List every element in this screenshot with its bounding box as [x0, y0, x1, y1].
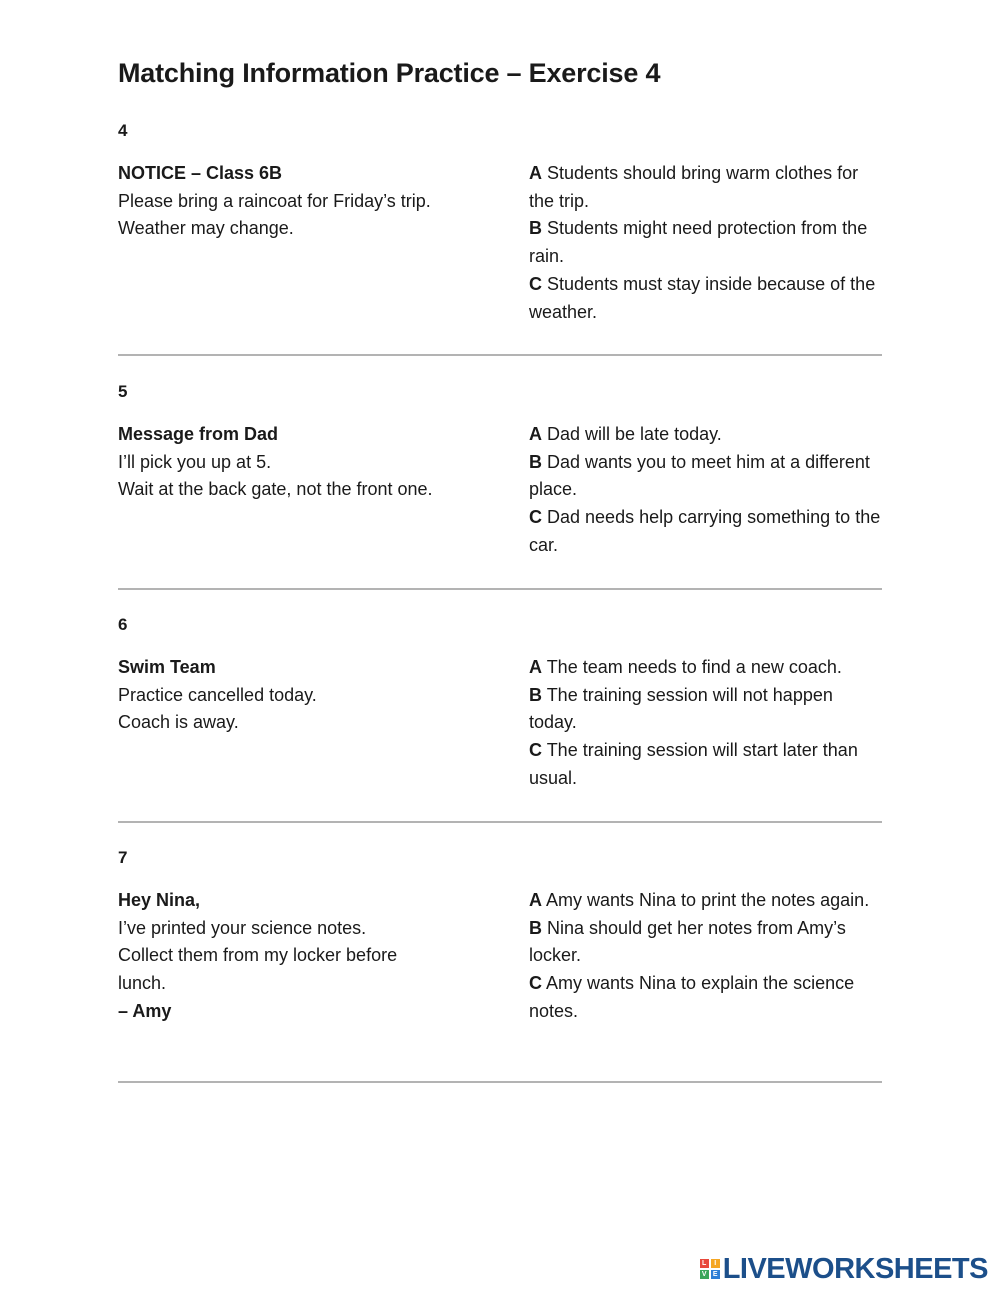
question-number: 7: [118, 848, 128, 867]
option-b[interactable]: [529, 215, 882, 270]
question-block: [118, 120, 882, 326]
message-line: Wait at the back gate, not the front one.: [118, 479, 433, 500]
page-title: Matching Information Practice – Exercise 4: [118, 58, 661, 88]
option-letter: B: [529, 917, 542, 938]
answer-options: [529, 887, 882, 1026]
message-line: Weather may change.: [118, 218, 294, 239]
option-letter: C: [529, 507, 542, 528]
option-c[interactable]: [529, 271, 882, 326]
option-text: The training session will not happen today.: [529, 684, 833, 733]
question-number: 5: [118, 382, 128, 401]
message-text: [118, 160, 529, 326]
option-b[interactable]: [529, 915, 882, 970]
option-b[interactable]: [529, 449, 882, 504]
option-b[interactable]: [529, 682, 882, 737]
option-c[interactable]: [529, 737, 882, 792]
option-letter: A: [529, 657, 542, 677]
option-text: Amy wants Nina to print the notes again.: [546, 890, 870, 910]
option-letter: A: [529, 424, 542, 444]
question-block: [118, 381, 882, 560]
option-letter: B: [529, 451, 542, 472]
message-text: [118, 887, 529, 1026]
liveworksheets-logo[interactable]: [700, 1253, 988, 1285]
message-text: [118, 421, 529, 560]
divider: [118, 821, 882, 823]
option-letter: C: [529, 740, 542, 761]
brand-icon-tile: V: [700, 1270, 709, 1279]
option-text: Students might need protection from the rain.: [529, 218, 868, 267]
question-block: [118, 614, 882, 793]
option-a[interactable]: [529, 160, 882, 215]
option-letter: C: [529, 273, 542, 294]
brand-name: LIVEWORKSHEETS: [722, 1252, 988, 1285]
option-letter: B: [529, 218, 542, 239]
message-heading: Message from Dad: [118, 424, 279, 444]
brand-icon: [700, 1259, 720, 1279]
option-text: The team needs to find a new coach.: [546, 657, 842, 677]
answer-options: [529, 654, 882, 793]
message-line: Collect them from my locker before lunch.: [118, 945, 398, 994]
brand-icon-tile: E: [711, 1270, 720, 1279]
message-heading: NOTICE – Class 6B: [118, 163, 283, 183]
message-line: I’ll pick you up at 5.: [118, 451, 272, 472]
option-text: Dad needs help carrying something to the car.: [529, 507, 881, 555]
brand-icon-tile: I: [711, 1259, 720, 1268]
option-a[interactable]: [529, 887, 882, 915]
option-letter: A: [529, 890, 542, 910]
divider: [118, 588, 882, 590]
option-c[interactable]: [529, 970, 882, 1025]
option-letter: A: [529, 163, 542, 183]
divider: [118, 1081, 882, 1083]
option-c[interactable]: [529, 504, 882, 559]
answer-options: [529, 421, 882, 560]
question-block: [118, 847, 882, 1026]
option-text: Nina should get her notes from Amy’s locker.: [529, 917, 846, 966]
option-letter: B: [529, 684, 542, 705]
message-heading: Hey Nina,: [118, 890, 201, 910]
message-signature: – Amy: [118, 1000, 172, 1021]
option-a[interactable]: [529, 421, 882, 449]
message-line: I’ve printed your science notes.: [118, 917, 367, 938]
message-text: [118, 654, 529, 793]
option-a[interactable]: [529, 654, 882, 682]
option-text: Dad wants you to meet him at a different place.: [529, 451, 870, 500]
option-text: Students must stay inside because of the weather.: [529, 273, 876, 322]
option-letter: C: [529, 973, 542, 994]
option-text: Dad will be late today.: [547, 424, 722, 444]
question-number: 4: [118, 121, 128, 140]
message-line: Practice cancelled today.: [118, 684, 317, 705]
message-line: Please bring a raincoat for Friday’s trip.: [118, 190, 431, 211]
message-heading: Swim Team: [118, 657, 216, 677]
option-text: Students should bring warm clothes for the trip.: [529, 163, 859, 211]
answer-options: [529, 160, 882, 326]
option-text: The training session will start later than usual.: [529, 740, 858, 788]
message-line: Coach is away.: [118, 712, 239, 733]
option-text: Amy wants Nina to explain the science notes.: [529, 973, 855, 1021]
brand-icon-tile: L: [700, 1259, 709, 1268]
divider: [118, 354, 882, 356]
question-number: 6: [118, 615, 128, 634]
